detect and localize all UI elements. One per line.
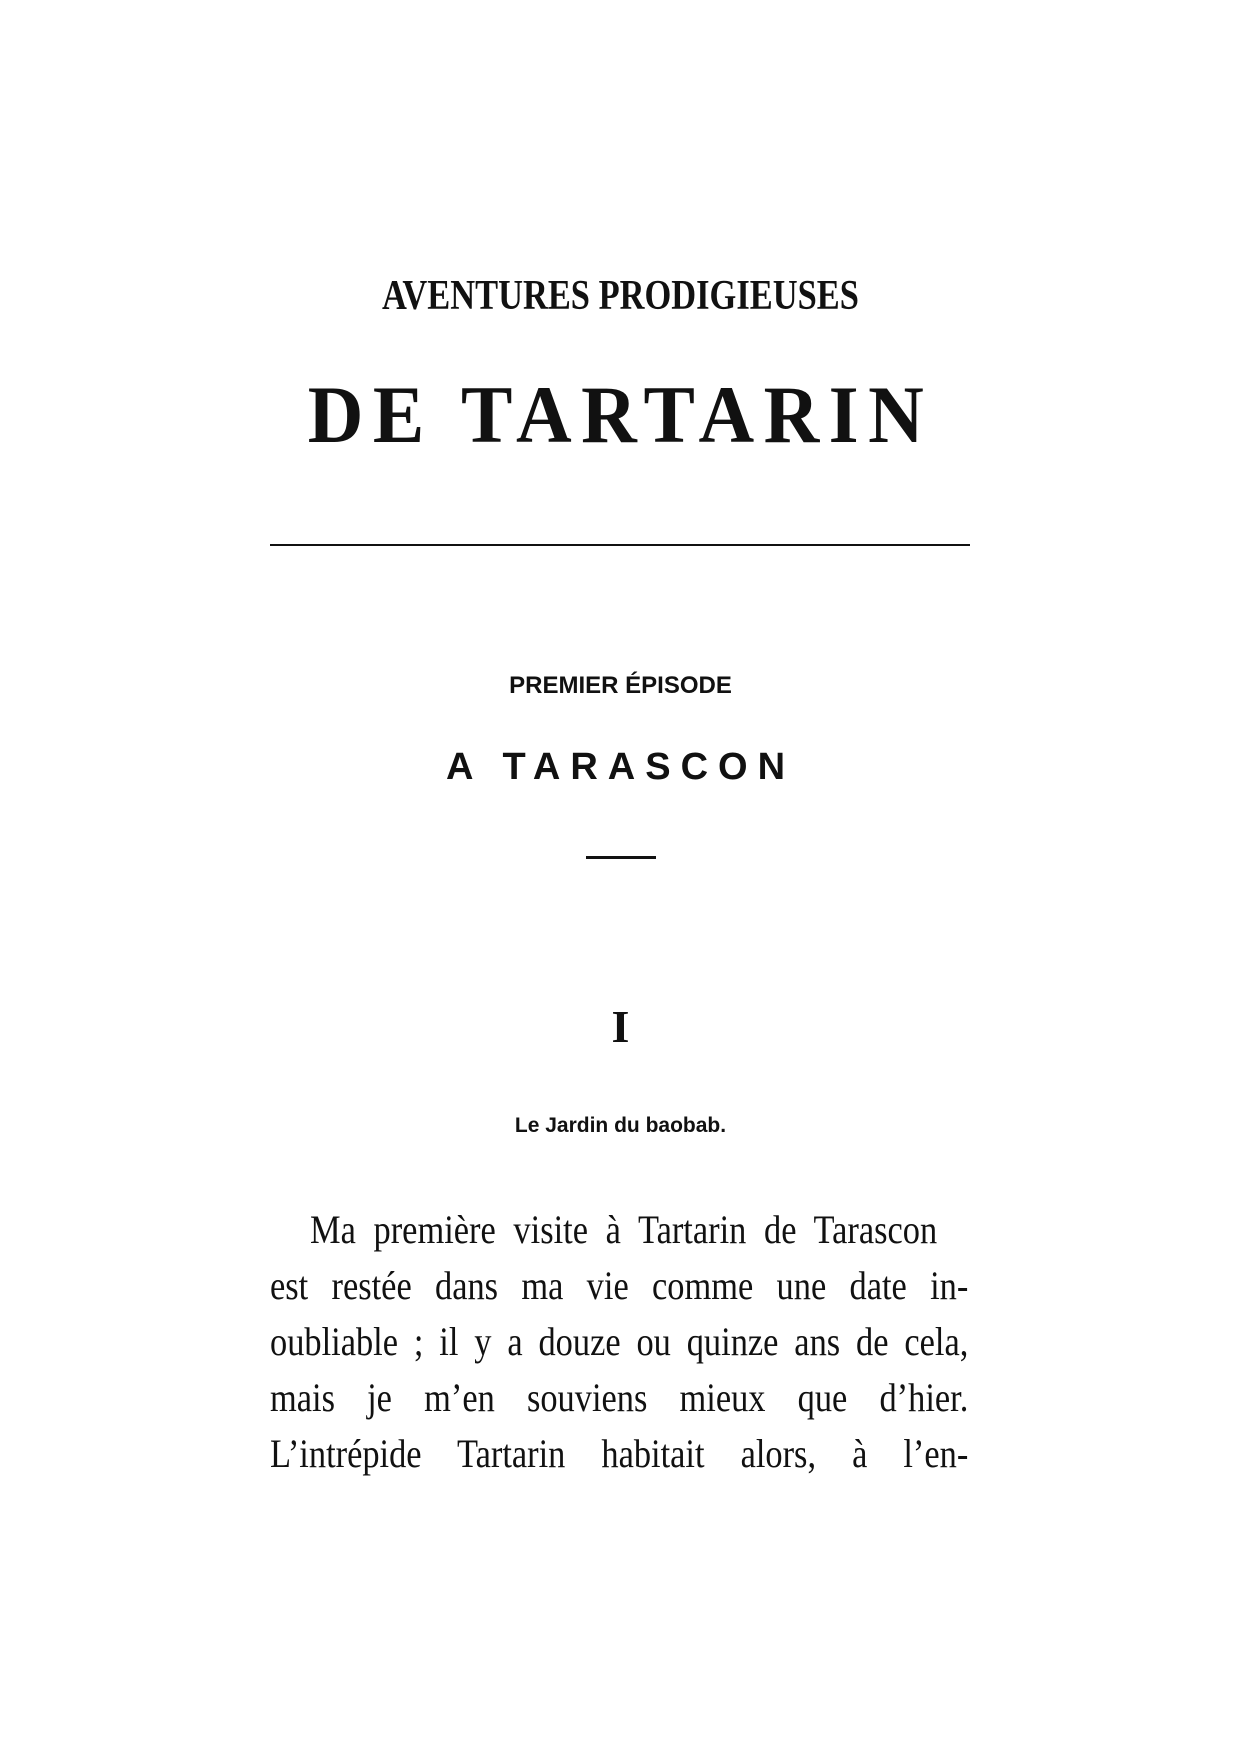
body-line: L’intrépide Tartarin habitait alors, à l’en- <box>270 1431 969 1476</box>
body-line: oubliable ; il y a douze ou quinze ans de cela, <box>270 1319 969 1364</box>
chapter-title: Le Jardin du baobab. <box>514 1114 727 1137</box>
body-line: mais je m’en souviens mieux que d’hier. <box>270 1375 969 1420</box>
book-supertitle: AVENTURES PRODIGIEUSES <box>381 273 859 319</box>
chapter-number: I <box>611 1001 630 1052</box>
book-title: DE TARTARIN <box>307 369 934 460</box>
episode-label: PREMIER ÉPISODE <box>509 672 732 699</box>
body-line: est restée dans ma vie comme une date in- <box>270 1263 969 1308</box>
episode-location: A TARASCON <box>445 746 796 788</box>
title-divider <box>270 544 970 546</box>
body-paragraph <box>270 1202 970 1482</box>
section-divider <box>586 856 656 859</box>
body-line: Ma première visite à Tartarin de Tarascon <box>310 1207 938 1252</box>
